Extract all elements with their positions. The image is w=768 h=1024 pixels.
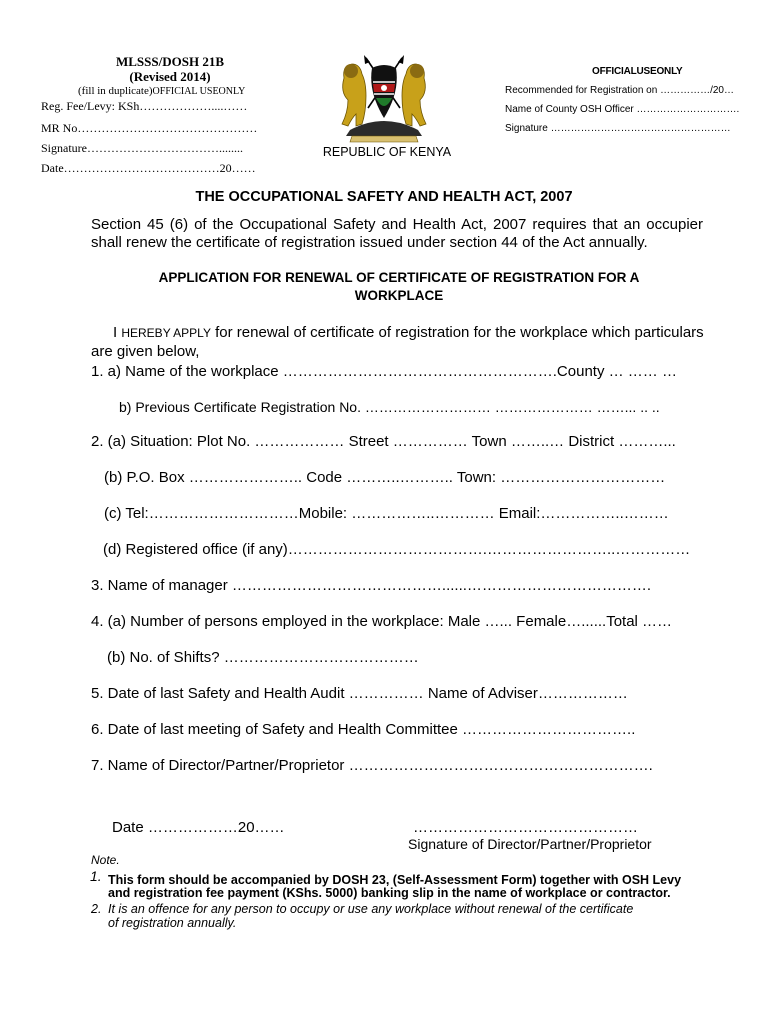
note-2-number: 2. bbox=[91, 902, 102, 916]
header-date-field[interactable]: Date…………………………………20…… bbox=[41, 161, 256, 175]
fill-note: (fill in duplicate)OFFICIAL USEONLY bbox=[78, 85, 246, 97]
republic-label: REPUBLIC OF KENYA bbox=[322, 145, 452, 159]
shifts-field[interactable]: (b) No. of Shifts? ………………………………… bbox=[107, 649, 419, 666]
apply-statement-line2: are given below, bbox=[91, 343, 200, 360]
situation-field[interactable]: 2. (a) Situation: Plot No. ……………… Street …………… Town ……..… District ………... bbox=[91, 433, 676, 450]
header-signature-field[interactable]: Signature……………………………........ bbox=[41, 141, 243, 155]
po-box-field[interactable]: (b) P.O. Box ………………….. Code ………..……….. Town: …………………………… bbox=[104, 469, 666, 486]
signature-label: Signature of Director/Partner/Proprietor bbox=[408, 836, 652, 852]
previous-certificate-field[interactable]: b) Previous Certificate Registration No. ……………………… ………………… ……... .. .. bbox=[119, 399, 660, 415]
intro-paragraph: Section 45 (6) of the Occupational Safety and Health Act, 2007 requires that an occupier shall renew the certificate of registration issued under section 44 of the Act annually. bbox=[91, 216, 703, 251]
note-label: Note. bbox=[91, 853, 120, 867]
contact-field[interactable]: (c) Tel:…………………………Mobile: ……………..………… Email:……………..……… bbox=[104, 505, 669, 522]
note-2-line1: It is an offence for any person to occupy or use any workplace without renewal of the certificate bbox=[108, 902, 634, 916]
employees-count-field[interactable]: 4. (a) Number of persons employed in the workplace: Male …... Female…......Total …… bbox=[91, 613, 673, 630]
recommended-field[interactable]: Recommended for Registration on ……………/20… bbox=[505, 85, 734, 96]
reg-fee-field[interactable]: Reg. Fee/Levy: KSh………………....…… bbox=[41, 99, 248, 113]
act-title: THE OCCUPATIONAL SAFETY AND HEALTH ACT, 2007 bbox=[195, 189, 573, 205]
safety-audit-field[interactable]: 5. Date of last Safety and Health Audit …………… Name of Adviser……………… bbox=[91, 685, 628, 702]
form-code: MLSSS/DOSH 21B bbox=[115, 54, 224, 69]
application-title-line2: WORKPLACE bbox=[354, 288, 444, 303]
workplace-name-field[interactable]: 1. a) Name of the workplace ……………………………………………….County … …… … bbox=[91, 363, 677, 380]
registered-office-field[interactable]: (d) Registered office (if any)………………………………….……………………..…………… bbox=[103, 541, 691, 558]
official-signature-field[interactable]: Signature ……………………………………………… bbox=[505, 123, 731, 134]
coat-of-arms-emblem bbox=[336, 52, 432, 144]
official-use-title: OFFICIALUSEONLY bbox=[592, 66, 683, 77]
note-1-number: 1. bbox=[90, 868, 102, 884]
director-signature-line[interactable]: ……………………………………… bbox=[413, 819, 638, 836]
apply-statement: I HEREBY APPLY for renewal of certificate of registration for the workplace which particulars bbox=[113, 324, 704, 341]
note-1-line1: This form should be accompanied by DOSH 23, (Self-Assessment Form) together with OSH Levy bbox=[108, 873, 682, 887]
note-1-line2: and registration fee payment (KShs. 5000) banking slip in the name of workplace or contractor. bbox=[108, 886, 671, 900]
manager-name-field[interactable]: 3. Name of manager ……………………………………......………………………………. bbox=[91, 577, 652, 594]
county-officer-field[interactable]: Name of County OSH Officer …………………………. bbox=[505, 104, 740, 115]
committee-meeting-field[interactable]: 6. Date of last meeting of Safety and Health Committee …………………………….. bbox=[91, 721, 636, 738]
footer-date-field[interactable]: Date ………………20…… bbox=[112, 819, 285, 836]
note-2-line2: of registration annually. bbox=[108, 916, 237, 930]
form-revision: (Revised 2014) bbox=[129, 69, 211, 84]
application-title-line1: APPLICATION FOR RENEWAL OF CERTIFICATE OF REGISTRATION FOR A bbox=[158, 270, 640, 285]
director-name-field[interactable]: 7. Name of Director/Partner/Proprietor ……………………………………………………. bbox=[91, 757, 653, 774]
mr-no-field[interactable]: MR No……………………………………… bbox=[41, 121, 258, 135]
